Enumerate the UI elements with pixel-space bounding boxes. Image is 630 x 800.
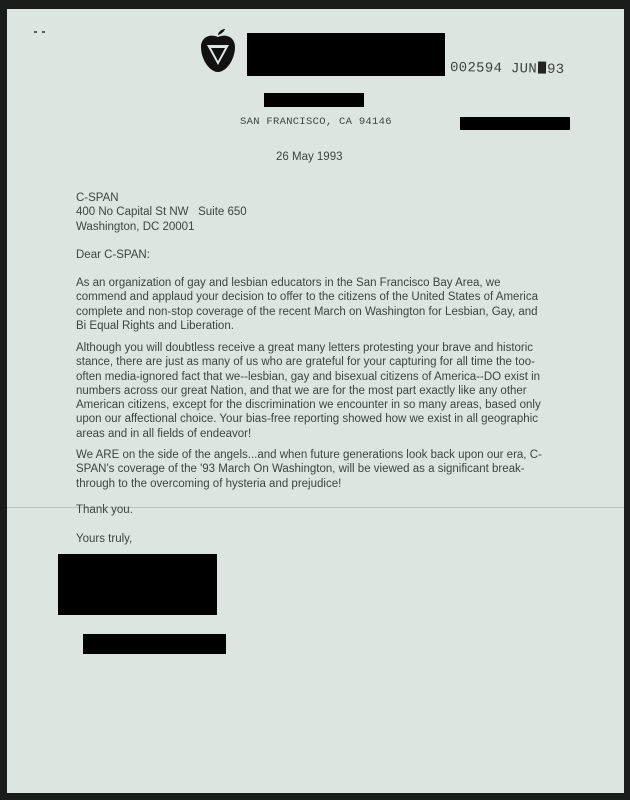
body-paragraph-2: Although you will doubtless receive a great many letters protesting your brave and historic stance, there are just as many of us who are grateful for your capturing for all time the too-often media-ignored fact that we--lesbian, gay and bisexual citizens of America--DO exist in numbers across our great Nation, and that we are for the most part exactly like any other American citizens, except for the discrimination we encounter in so many areas, based only upon our affectional choice. Your bias-free reporting showed how we exist in all geographic areas and in all fields of endeavor!: [76, 342, 541, 440]
letterhead-city: SAN FRANCISCO, CA 94146: [240, 116, 392, 128]
body-paragraph-1: As an organization of gay and lesbian educators in the San Francisco Bay Area, we commend and applaud your decision to offer to the citizens of the United States of America complete and non-stop coverage of the recent March on Washington for Lesbian, Gay, and Bi Equal Rights and Liberation.: [76, 277, 538, 332]
stamp-month: JUN: [510, 61, 538, 78]
recipient-city: Washington, DC 20001: [76, 220, 195, 233]
closing-line: Yours truly,: [76, 533, 133, 545]
redaction-signer-name: [83, 634, 226, 654]
body-paragraph-3: We ARE on the side of the angels...and when future generations look back upon our era, C-SPAN's coverage of the '93 March On Washington, will be viewed as a significant break-through to the overcoming of hysteria and prejudice!: [76, 449, 542, 490]
letter-date: 26 May 1993: [276, 151, 343, 163]
stray-marks: [34, 31, 48, 34]
redaction-address: [264, 93, 364, 107]
salutation: Dear C-SPAN:: [76, 249, 150, 261]
redaction-org-name: [247, 33, 445, 76]
redaction-phone: [460, 117, 570, 130]
recipient-address: [76, 191, 247, 234]
thanks-line: Thank you.: [76, 504, 133, 516]
received-stamp: [450, 60, 565, 78]
recipient-street: 400 No Capital St NW Suite 650: [76, 206, 247, 219]
stamp-year: 93: [546, 61, 565, 78]
stamp-number: 002594: [449, 60, 503, 77]
recipient-name: C-SPAN: [76, 192, 119, 204]
stamp-redacted-day: [538, 62, 546, 74]
redaction-signature: [58, 554, 217, 615]
apple-triangle-logo-icon: [199, 28, 237, 78]
